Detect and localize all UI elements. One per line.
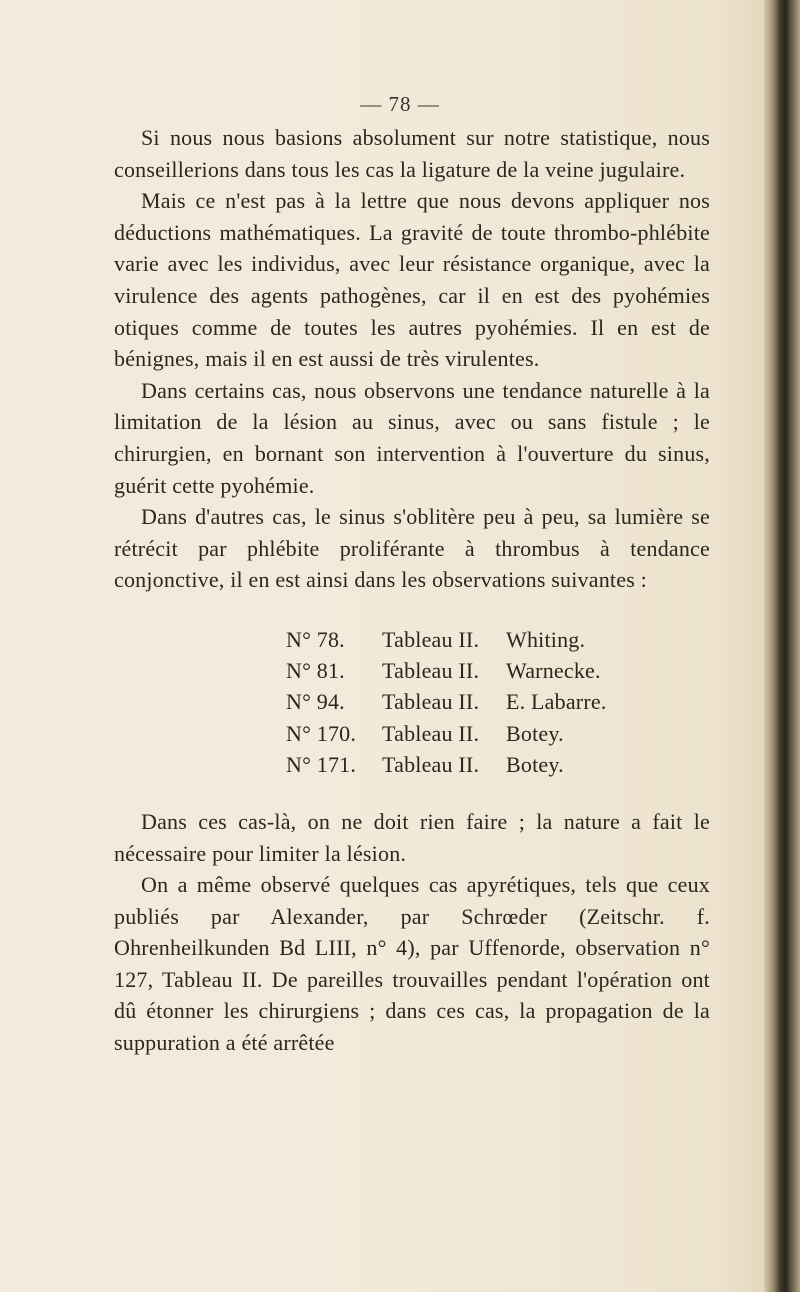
observation-author: E. Labarre. [506, 689, 607, 715]
observation-table: Tableau II. [382, 751, 480, 777]
observation-number: N° 170. [286, 720, 357, 746]
observation-author: Whiting. [506, 626, 586, 652]
page-binding-edge [764, 0, 800, 1292]
body-text [114, 122, 710, 1059]
observation-item [286, 749, 710, 780]
paragraph-3: Dans certains cas, nous observons une tendance naturelle à la limitation de la lésion au sinus, avec ou sans fistule ; le chirurgien, en bornant son intervention à l'ouverture du sinus, guérit cette pyohémie. [114, 377, 710, 498]
observation-author: Botey. [506, 720, 564, 746]
observation-table: Tableau II. [382, 626, 480, 652]
observation-author: Botey. [506, 751, 564, 777]
observation-item [286, 624, 710, 655]
paragraph-1: Si nous nous basions absolument sur notre statistique, nous conseillerions dans tous les cas la ligature de la veine jugulaire. [114, 125, 710, 182]
observation-item [286, 718, 710, 749]
observation-number: N° 81. [286, 658, 345, 684]
paragraph-4: Dans d'autres cas, le sinus s'oblitère peu à peu, sa lumière se rétrécit par phlébite proliférante à thrombus à tendance conjonctive, il en est ainsi dans les observations suivantes : [114, 504, 710, 593]
observation-list [286, 624, 710, 780]
observation-table: Tableau II. [382, 689, 480, 715]
observation-author: Warnecke. [506, 658, 601, 684]
page-number: — 78 — [360, 92, 440, 116]
observation-item [286, 655, 710, 686]
paragraph-6: On a même observé quelques cas apyrétiques, tels que ceux publiés par Alexander, par Schrœder (Zeitschr. f. Ohrenheilkunden Bd LIII, n° 4), par Uffenorde, observation n° 127, Tableau II. De pareilles trouvailles pendant l'opération ont dû étonner les chirurgiens ; dans ces cas, la propagation de la suppuration a été arrêtée [114, 872, 710, 1056]
observation-table: Tableau II. [382, 658, 480, 684]
paragraph-5: Dans ces cas-là, on ne doit rien faire ; la nature a fait le nécessaire pour limiter la lésion. [114, 808, 710, 866]
observation-item [286, 686, 710, 717]
observation-number: N° 171. [286, 751, 357, 777]
observation-table: Tableau II. [382, 720, 480, 746]
observation-number: N° 94. [286, 689, 345, 715]
observation-number: N° 78. [286, 626, 345, 652]
paragraph-2: Mais ce n'est pas à la lettre que nous devons appliquer nos déductions mathématiques. La gravité de toute thrombo-phlébite varie avec les individus, avec leur résistance organique, avec la virulence des agents pathogènes, car il en est des pyohémies otiques comme de toutes les autres pyohémies. Il en est de bénignes, mais il en est aussi de très virulentes. [114, 188, 710, 372]
